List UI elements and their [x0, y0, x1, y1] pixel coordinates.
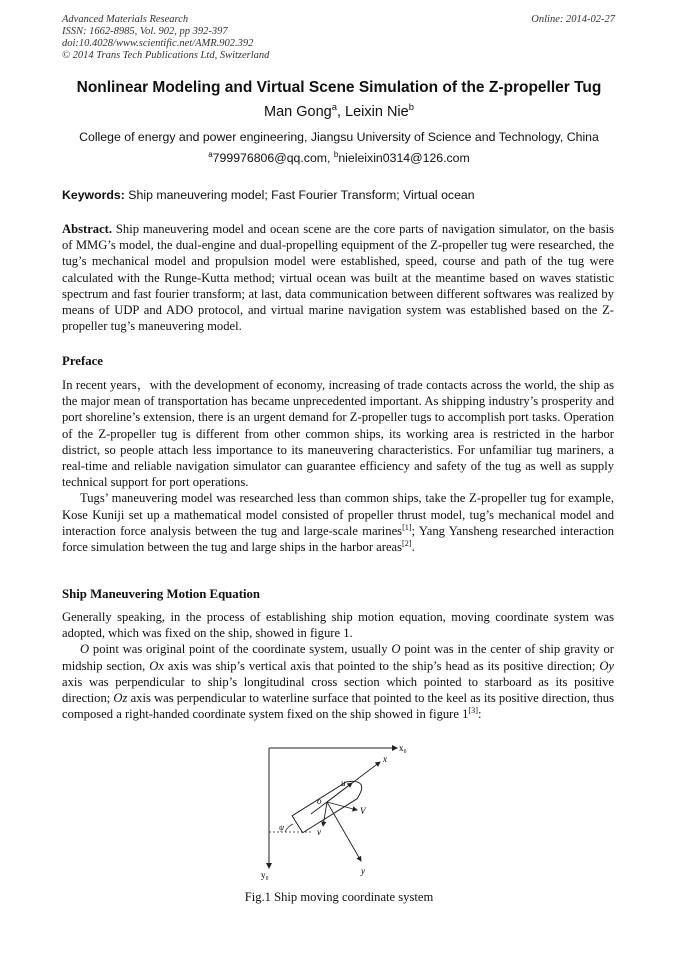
symbol: O [391, 642, 401, 657]
keywords-label: Keywords: [62, 188, 125, 202]
paragraph: Generally speaking, in the process of establishing ship motion equation, moving coordinate system was adopted, which was fixed on the ship, showed in figure 1. [62, 610, 614, 641]
x0-label: x₀ [399, 743, 407, 753]
paragraph-text: axis was perpendicular to waterline surface that pointed to the keel as its positive direction, thus composed a right-handed coordinate system fixed on the ship showed in figure 1 [62, 691, 614, 722]
email-address: nieleixin0314@126.com [338, 151, 470, 165]
journal-header [62, 14, 269, 62]
ship-coordinate-figure [255, 740, 415, 880]
email-address: 799976806@qq.com, [212, 151, 334, 165]
velocity-V [327, 802, 357, 810]
v-label: v [317, 827, 321, 837]
ship-x-label: x [383, 754, 387, 764]
email-line [40, 151, 638, 165]
author-name: Leixin Nie [345, 104, 409, 120]
author-list [40, 101, 638, 120]
journal-doi: doi:10.4028/www.scientific.net/AMR.902.392 [62, 38, 254, 49]
velocity-v [323, 802, 327, 826]
email-sup: a [208, 149, 213, 159]
section-heading-preface: Preface [62, 354, 103, 368]
symbol: O [80, 642, 90, 657]
paragraph-text: axis was ship’s vertical axis that pointed to the ship’s head as its positive direction; [163, 658, 600, 673]
ship-y-label: y [361, 866, 365, 876]
abstract-text: Ship maneuvering model and ocean scene are the core parts of navigation simulator, on the basis of MMG’s model, the dual-engine and dual-propelling equipment of the Z-propeller tug were researched, the tug’s mechanical model and propulsion model were established, speed, course and path of the tug were calculated with the Runge-Kutta method; virtual ocean was built at the meantime based on waves statistic spectrum and fast fourier transform; at last, data communication between different softwares was realized by means of UDP and ADO protocol, and virtual marine navigation system was established based on the Z-propeller tug’s maneuvering model. [62, 222, 614, 334]
keywords [62, 188, 614, 202]
paragraph-text: . [411, 540, 415, 555]
journal-name: Advanced Materials Research [62, 14, 189, 25]
author-separator: , [336, 104, 346, 120]
u-label: u [341, 778, 346, 788]
journal-copyright: © 2014 Trans Tech Publications Ltd, Switzerland [62, 50, 270, 61]
abstract [62, 221, 614, 334]
journal-issn: ISSN: 1662-8985, Vol. 902, pp 392-397 [62, 26, 228, 37]
symbol: Oz [113, 691, 128, 706]
origin-label: o [317, 796, 322, 806]
heading-angle-arc [285, 824, 293, 832]
author-sup: a [331, 101, 337, 113]
citation: [3] [468, 706, 478, 716]
paragraph: In recent years，with the development of economy, increasing of trade contacts across the world, the ship as the major mean of transportation has became unprecedented important. As shipping industry’s prosperity and port shoreline’s extension, there is an urgent demand for Z-propeller tugs to accomplish port tasks. Operation of the Z-propeller tug is different from other common ships, its working area is restricted in the harbor district, so people attach less importance to its maneuvering characteristics. For unfamiliar tug mariners, a real-time and reliable navigation simulator can guarantee efficiency and safety of the tug as well as supply technical support for port operations. [62, 378, 614, 490]
author-sup: b [408, 101, 414, 113]
affiliation: College of energy and power engineering, Jiangsu University of Science and Technology, China [79, 130, 599, 144]
author-name: Man Gong [264, 104, 332, 120]
keywords-text: Ship maneuvering model; Fast Fourier Transform; Virtual ocean [124, 188, 475, 202]
paragraph-text: point was in the center of ship gravity or midship section, [62, 642, 614, 673]
symbol: Ox [149, 658, 164, 673]
email-sup: b [333, 149, 339, 159]
ship-hull [292, 776, 366, 833]
paragraph-text: Tugs’ maneuvering model was researched less than common ships, take the Z-propeller tug for example, Kose Kuniji set up a mathematical model consisted of propeller thrust model, tug’s mechanical model and interaction force analysis between the tug and large-scale marines [62, 491, 614, 538]
psi-label: ψ [279, 823, 284, 832]
paragraph-text: point was original point of the coordinate system, usually [89, 642, 392, 657]
citation: [2] [402, 538, 412, 548]
figure-caption: Fig.1 Ship moving coordinate system [244, 890, 434, 904]
paragraph [62, 490, 614, 555]
paragraph [62, 641, 614, 722]
citation: [1] [402, 522, 412, 532]
motion-body [62, 609, 614, 722]
paragraph-text: : [477, 707, 482, 722]
V-label: V [360, 806, 366, 816]
online-date: Online: 2014-02-27 [531, 14, 615, 25]
section-heading-motion: Ship Maneuvering Motion Equation [62, 587, 261, 601]
ship-y-axis [327, 802, 361, 861]
paragraph-text: axis was perpendicular to ship’s longitudinal cross section which pointed to starboard as its positive direction; [62, 674, 614, 706]
y0-label: y₀ [261, 870, 269, 880]
paper-title: Nonlinear Modeling and Virtual Scene Simulation of the Z-propeller Tug [76, 79, 602, 96]
paragraph-text: ; Yang Yansheng researched interaction force simulation between the tug and large ships in the harbor areas [62, 523, 614, 555]
symbol: Oy [599, 658, 615, 673]
abstract-label: Abstract. [62, 222, 113, 236]
preface-body [62, 377, 614, 555]
